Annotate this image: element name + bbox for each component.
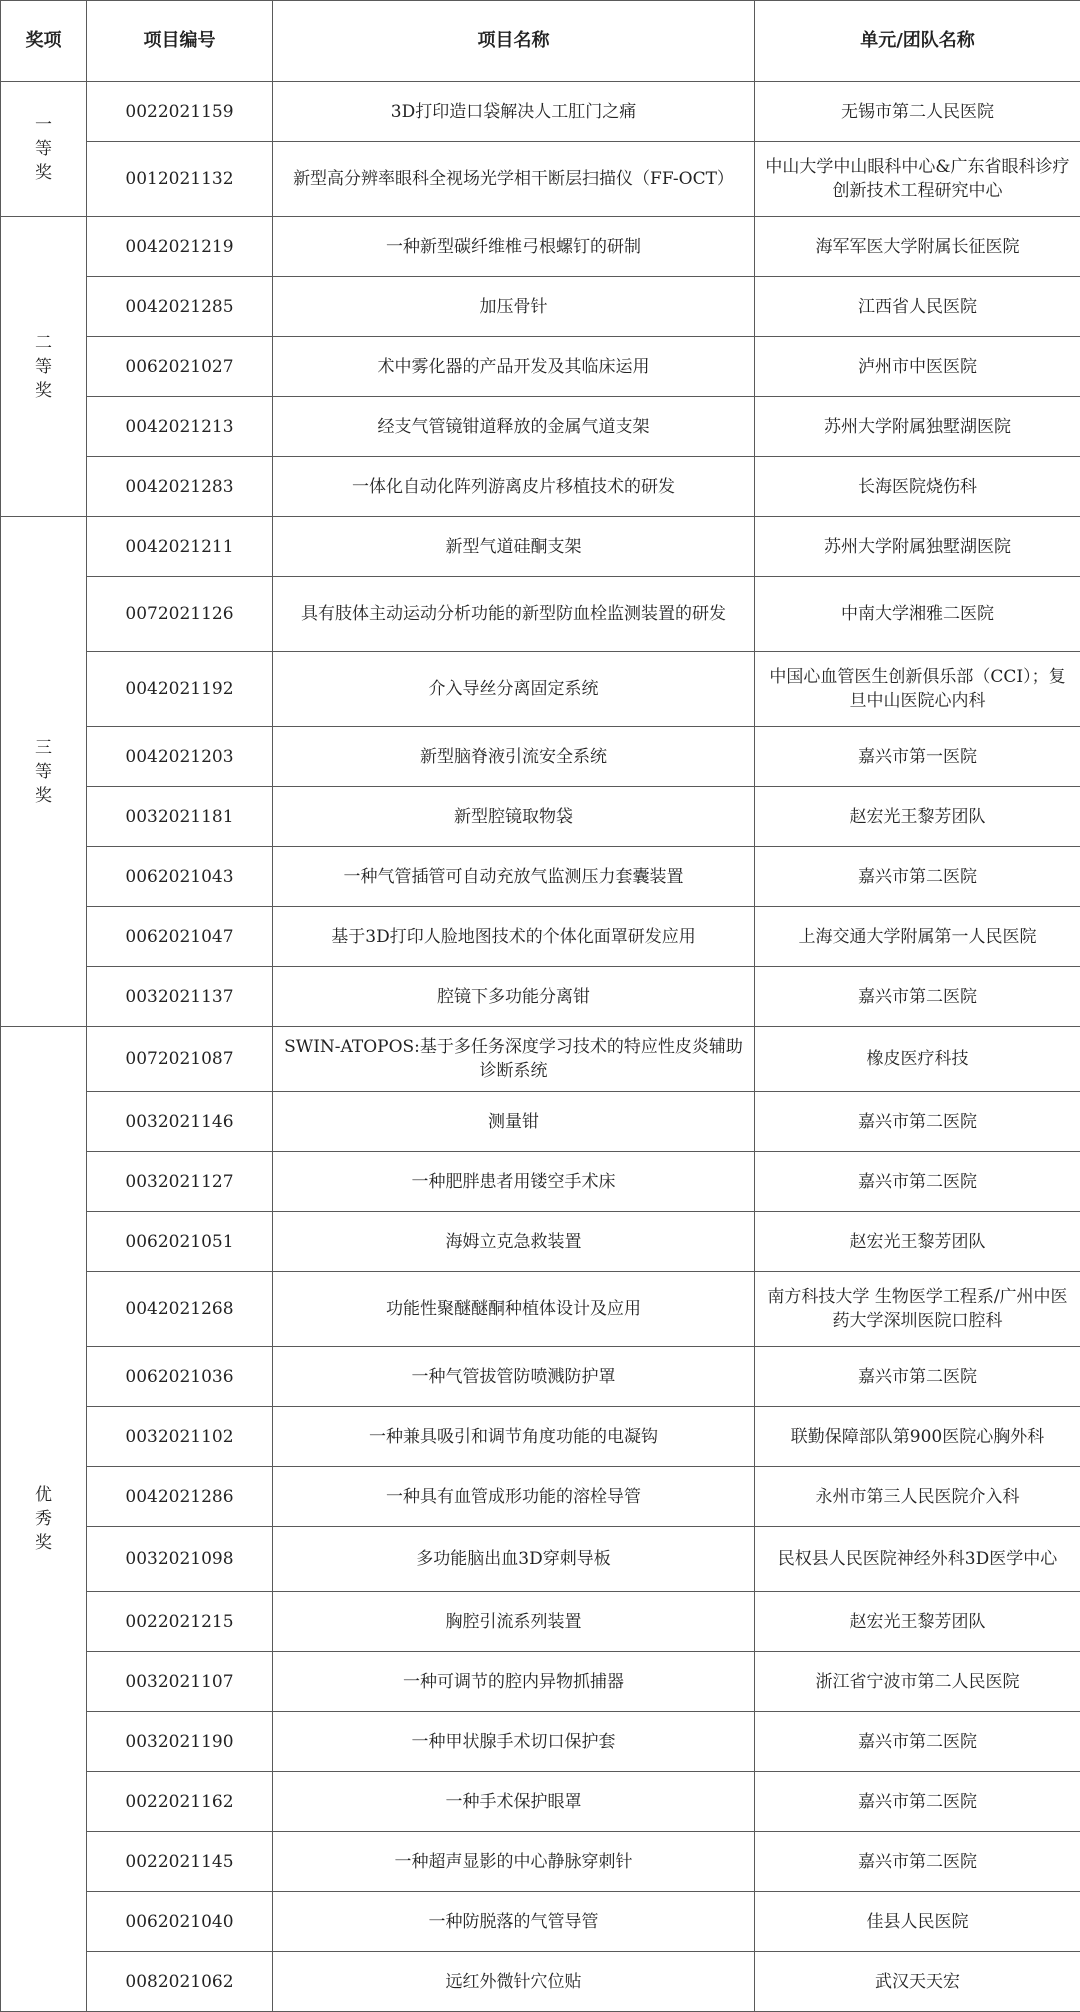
- project-name-cell: 一种超声显影的中心静脉穿刺针: [273, 1832, 755, 1892]
- project-name-cell: 海姆立克急救装置: [273, 1212, 755, 1272]
- project-id-cell: 0042021211: [87, 517, 273, 577]
- unit-name-cell: 江西省人民医院: [755, 277, 1080, 337]
- table-row: [1, 1272, 1080, 1347]
- unit-name-cell: 无锡市第二人民医院: [755, 82, 1080, 142]
- unit-name-cell: 嘉兴市第二医院: [755, 1712, 1080, 1772]
- unit-name-cell: 嘉兴市第二医院: [755, 847, 1080, 907]
- table-row: [1, 1347, 1080, 1407]
- table-row: [1, 1892, 1080, 1952]
- unit-name-cell: 浙江省宁波市第二人民医院: [755, 1652, 1080, 1712]
- project-id-cell: 0042021213: [87, 397, 273, 457]
- project-id-cell: 0072021087: [87, 1027, 273, 1092]
- project-name-cell: 远红外微针穴位贴: [273, 1952, 755, 2012]
- unit-name-cell: 赵宏光王黎芳团队: [755, 787, 1080, 847]
- award-grade-cell: [1, 1027, 87, 2012]
- unit-name-cell: 嘉兴市第一医院: [755, 727, 1080, 787]
- table-row: [1, 457, 1080, 517]
- project-id-cell: 0062021027: [87, 337, 273, 397]
- project-id-cell: 0032021107: [87, 1652, 273, 1712]
- table-row: [1, 727, 1080, 787]
- project-id-cell: 0042021285: [87, 277, 273, 337]
- project-id-cell: 0042021203: [87, 727, 273, 787]
- project-name-cell: SWIN-ATOPOS:基于多任务深度学习技术的特应性皮炎辅助诊断系统: [273, 1027, 755, 1092]
- award-grade-label: 一等奖: [34, 113, 53, 185]
- awards-body: [1, 82, 1080, 2012]
- project-name-cell: 多功能脑出血3D穿刺导板: [273, 1527, 755, 1592]
- project-name-cell: 术中雾化器的产品开发及其临床运用: [273, 337, 755, 397]
- table-row: [1, 1527, 1080, 1592]
- project-name-cell: 一种防脱落的气管导管: [273, 1892, 755, 1952]
- header-row: [1, 1, 1080, 82]
- project-name-cell: 一种气管拔管防喷溅防护罩: [273, 1347, 755, 1407]
- unit-name-cell: 嘉兴市第二医院: [755, 1347, 1080, 1407]
- unit-name-cell: 赵宏光王黎芳团队: [755, 1592, 1080, 1652]
- award-grade-cell: [1, 217, 87, 517]
- unit-name-cell: 中山大学中山眼科中心&广东省眼科诊疗创新技术工程研究中心: [755, 142, 1080, 217]
- table-row: [1, 1092, 1080, 1152]
- table-row: [1, 847, 1080, 907]
- unit-name-cell: 嘉兴市第二医院: [755, 1832, 1080, 1892]
- project-name-cell: 一种新型碳纤维椎弓根螺钉的研制: [273, 217, 755, 277]
- unit-name-cell: 佳县人民医院: [755, 1892, 1080, 1952]
- table-row: [1, 217, 1080, 277]
- table-row: [1, 517, 1080, 577]
- project-name-cell: 介入导丝分离固定系统: [273, 652, 755, 727]
- project-id-cell: 0032021181: [87, 787, 273, 847]
- project-name-cell: 一种兼具吸引和调节角度功能的电凝钩: [273, 1407, 755, 1467]
- unit-name-cell: 民权县人民医院神经外科3D医学中心: [755, 1527, 1080, 1592]
- award-grade-cell: [1, 517, 87, 1027]
- table-row: [1, 1407, 1080, 1467]
- project-id-cell: 0022021159: [87, 82, 273, 142]
- project-name-cell: 新型高分辨率眼科全视场光学相干断层扫描仪（FF-OCT）: [273, 142, 755, 217]
- project-name-cell: 一体化自动化阵列游离皮片移植技术的研发: [273, 457, 755, 517]
- project-id-cell: 0032021146: [87, 1092, 273, 1152]
- table-row: [1, 787, 1080, 847]
- project-id-cell: 0062021043: [87, 847, 273, 907]
- project-name-cell: 基于3D打印人脸地图技术的个体化面罩研发应用: [273, 907, 755, 967]
- table-row: [1, 1592, 1080, 1652]
- unit-name-cell: 南方科技大学 生物医学工程系/广州中医药大学深圳医院口腔科: [755, 1272, 1080, 1347]
- project-id-cell: 0042021268: [87, 1272, 273, 1347]
- project-id-cell: 0022021162: [87, 1772, 273, 1832]
- project-name-cell: 胸腔引流系列装置: [273, 1592, 755, 1652]
- unit-name-cell: 永州市第三人民医院介入科: [755, 1467, 1080, 1527]
- unit-name-cell: 武汉天天宏: [755, 1952, 1080, 2012]
- project-name-cell: 经支气管镜钳道释放的金属气道支架: [273, 397, 755, 457]
- project-name-cell: 一种手术保护眼罩: [273, 1772, 755, 1832]
- project-id-cell: 0032021127: [87, 1152, 273, 1212]
- unit-name-cell: 苏州大学附属独墅湖医院: [755, 517, 1080, 577]
- project-name-cell: 加压骨针: [273, 277, 755, 337]
- project-name-cell: 测量钳: [273, 1092, 755, 1152]
- table-row: [1, 1652, 1080, 1712]
- table-row: [1, 277, 1080, 337]
- header-unit-name: 单元/团队名称: [755, 1, 1080, 82]
- table-row: [1, 1712, 1080, 1772]
- unit-name-cell: 联勤保障部队第900医院心胸外科: [755, 1407, 1080, 1467]
- project-id-cell: 0042021219: [87, 217, 273, 277]
- project-name-cell: 腔镜下多功能分离钳: [273, 967, 755, 1027]
- project-id-cell: 0062021051: [87, 1212, 273, 1272]
- project-name-cell: 一种可调节的腔内异物抓捕器: [273, 1652, 755, 1712]
- project-name-cell: 新型脑脊液引流安全系统: [273, 727, 755, 787]
- project-id-cell: 0032021102: [87, 1407, 273, 1467]
- award-grade-label: 三等奖: [34, 736, 53, 808]
- unit-name-cell: 橡皮医疗科技: [755, 1027, 1080, 1092]
- table-row: [1, 1212, 1080, 1272]
- table-row: [1, 337, 1080, 397]
- project-id-cell: 0042021286: [87, 1467, 273, 1527]
- unit-name-cell: 海军军医大学附属长征医院: [755, 217, 1080, 277]
- table-row: [1, 1152, 1080, 1212]
- unit-name-cell: 上海交通大学附属第一人民医院: [755, 907, 1080, 967]
- table-row: [1, 1027, 1080, 1092]
- project-name-cell: 一种具有血管成形功能的溶栓导管: [273, 1467, 755, 1527]
- table-row: [1, 967, 1080, 1027]
- header-project-id: 项目编号: [87, 1, 273, 82]
- project-id-cell: 0062021047: [87, 907, 273, 967]
- project-id-cell: 0042021192: [87, 652, 273, 727]
- unit-name-cell: 赵宏光王黎芳团队: [755, 1212, 1080, 1272]
- project-id-cell: 0012021132: [87, 142, 273, 217]
- project-name-cell: 新型气道硅酮支架: [273, 517, 755, 577]
- project-name-cell: 一种甲状腺手术切口保护套: [273, 1712, 755, 1772]
- project-id-cell: 0062021036: [87, 1347, 273, 1407]
- project-id-cell: 0022021215: [87, 1592, 273, 1652]
- project-name-cell: 新型腔镜取物袋: [273, 787, 755, 847]
- project-id-cell: 0072021126: [87, 577, 273, 652]
- table-row: [1, 652, 1080, 727]
- award-grade-label: 优秀奖: [34, 1483, 53, 1555]
- table-row: [1, 577, 1080, 652]
- unit-name-cell: 泸州市中医医院: [755, 337, 1080, 397]
- unit-name-cell: 中国心血管医生创新俱乐部（CCI）；复旦中山医院心内科: [755, 652, 1080, 727]
- unit-name-cell: 苏州大学附属独墅湖医院: [755, 397, 1080, 457]
- project-id-cell: 0042021283: [87, 457, 273, 517]
- unit-name-cell: 嘉兴市第二医院: [755, 967, 1080, 1027]
- unit-name-cell: 嘉兴市第二医院: [755, 1152, 1080, 1212]
- table-row: [1, 82, 1080, 142]
- table-row: [1, 1467, 1080, 1527]
- table-row: [1, 1952, 1080, 2012]
- header-project-name: 项目名称: [273, 1, 755, 82]
- table-row: [1, 1832, 1080, 1892]
- project-name-cell: 3D打印造口袋解决人工肛门之痛: [273, 82, 755, 142]
- unit-name-cell: 中南大学湘雅二医院: [755, 577, 1080, 652]
- unit-name-cell: 嘉兴市第二医院: [755, 1092, 1080, 1152]
- project-name-cell: 功能性聚醚醚酮种植体设计及应用: [273, 1272, 755, 1347]
- project-name-cell: 一种气管插管可自动充放气监测压力套囊装置: [273, 847, 755, 907]
- award-grade-label: 二等奖: [34, 331, 53, 403]
- project-id-cell: 0082021062: [87, 1952, 273, 2012]
- project-name-cell: 一种肥胖患者用镂空手术床: [273, 1152, 755, 1212]
- project-id-cell: 0032021190: [87, 1712, 273, 1772]
- project-id-cell: 0062021040: [87, 1892, 273, 1952]
- table-row: [1, 1772, 1080, 1832]
- project-id-cell: 0022021145: [87, 1832, 273, 1892]
- project-id-cell: 0032021137: [87, 967, 273, 1027]
- table-row: [1, 397, 1080, 457]
- table-row: [1, 907, 1080, 967]
- unit-name-cell: 嘉兴市第二医院: [755, 1772, 1080, 1832]
- unit-name-cell: 长海医院烧伤科: [755, 457, 1080, 517]
- table-row: [1, 142, 1080, 217]
- project-id-cell: 0032021098: [87, 1527, 273, 1592]
- header-award: 奖项: [1, 1, 87, 82]
- award-grade-cell: [1, 82, 87, 217]
- project-name-cell: 具有肢体主动运动分析功能的新型防血栓监测装置的研发: [273, 577, 755, 652]
